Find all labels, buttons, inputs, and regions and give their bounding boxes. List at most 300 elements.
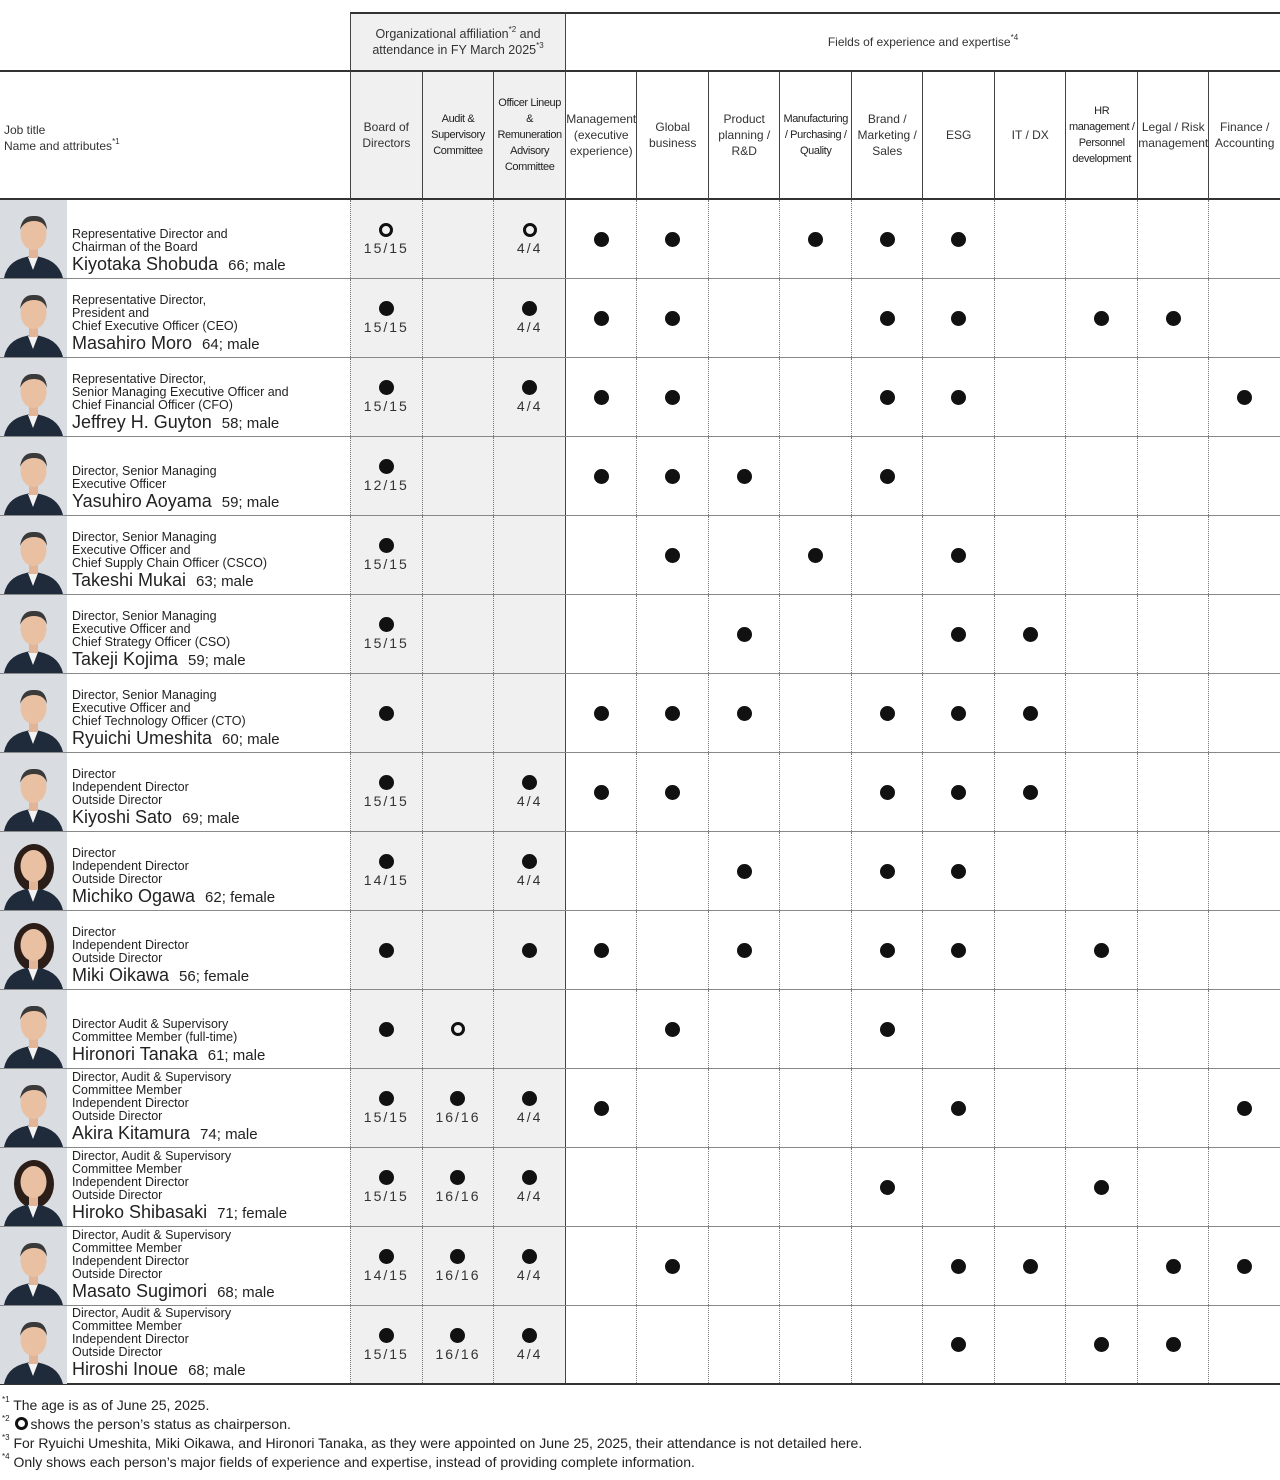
affiliation-cell-1 xyxy=(422,358,494,436)
field-mark xyxy=(709,437,780,515)
job-title-line: Director xyxy=(72,767,116,781)
field-mark xyxy=(852,674,923,752)
affiliation-cell-0 xyxy=(350,753,422,831)
field-cell-5 xyxy=(922,1306,994,1383)
header-name-column xyxy=(0,72,350,200)
header-col-field-1: Global business xyxy=(636,72,708,200)
board-skills-matrix xyxy=(0,12,1280,1385)
affiliation-mark xyxy=(494,1306,565,1383)
avatar-photo xyxy=(0,595,67,673)
expertise-dot-icon xyxy=(951,864,966,879)
affiliation-cell-1 xyxy=(422,437,494,515)
field-cell-3 xyxy=(779,1069,851,1147)
header-col-field-6: IT / DX xyxy=(994,72,1066,200)
name-cell xyxy=(0,1069,350,1147)
name-text xyxy=(67,516,267,594)
field-mark xyxy=(637,990,708,1068)
member-dot-icon xyxy=(450,1328,465,1343)
field-cell-6 xyxy=(994,1148,1066,1226)
field-mark xyxy=(637,674,708,752)
header-col-affiliation-1: Audit & Supervisory Committee xyxy=(422,72,494,200)
member-dot-icon xyxy=(379,459,394,474)
field-cell-7 xyxy=(1065,753,1137,831)
chairperson-circle-icon xyxy=(451,1022,465,1036)
table-row xyxy=(0,358,1280,437)
field-cell-4 xyxy=(851,1148,923,1226)
field-mark xyxy=(923,200,994,278)
field-cell-1 xyxy=(636,911,708,989)
affiliation-mark xyxy=(351,1227,422,1305)
affiliation-cell-1 xyxy=(422,753,494,831)
job-title-line: Independent Director xyxy=(72,1254,189,1268)
person-name xyxy=(72,491,279,513)
job-title-line: Outside Director xyxy=(72,1267,163,1281)
name: Michiko Ogawa xyxy=(72,886,196,906)
attributes: 69; male xyxy=(182,810,240,827)
job-title-line: Director Audit & Supervisory xyxy=(72,1017,229,1031)
affiliation-cell-0 xyxy=(350,595,422,673)
job-title-line: Committee Member xyxy=(72,1162,182,1176)
member-dot-icon xyxy=(379,301,394,316)
field-cell-1 xyxy=(636,990,708,1068)
field-cell-6 xyxy=(994,516,1066,594)
field-mark xyxy=(1138,1227,1209,1305)
attendance: 15/15 xyxy=(363,635,409,651)
expertise-dot-icon xyxy=(1237,390,1252,405)
field-cell-4 xyxy=(851,1227,923,1305)
field-mark xyxy=(566,911,637,989)
field-cell-6 xyxy=(994,990,1066,1068)
field-cell-7 xyxy=(1065,516,1137,594)
avatar-photo xyxy=(0,674,67,752)
job-title-line: Chief Supply Chain Officer (CSCO) xyxy=(72,556,267,570)
group-fields-text: Fields of experience and expertise xyxy=(827,35,1011,49)
field-mark xyxy=(852,1148,923,1226)
field-mark xyxy=(852,437,923,515)
affiliation-cell-1 xyxy=(422,674,494,752)
field-mark xyxy=(1209,1069,1280,1147)
attendance: 4/4 xyxy=(516,319,543,335)
affiliation-mark xyxy=(351,200,422,278)
job-title-line: Outside Director xyxy=(72,1345,163,1359)
chairperson-circle-icon xyxy=(379,223,393,237)
field-cell-6 xyxy=(994,1069,1066,1147)
field-cell-2 xyxy=(708,437,780,515)
field-cell-5 xyxy=(922,595,994,673)
field-cell-4 xyxy=(851,911,923,989)
affiliation-cell-2 xyxy=(493,1069,565,1147)
attendance: 4/4 xyxy=(516,1267,543,1283)
attributes: 59; male xyxy=(221,494,280,511)
field-mark xyxy=(566,279,637,357)
field-cell-9 xyxy=(1208,1069,1280,1147)
field-mark xyxy=(1209,358,1280,436)
attendance: 15/15 xyxy=(363,1345,409,1362)
job-title-line: Director, Senior Managing xyxy=(72,688,217,702)
field-cell-0 xyxy=(565,279,637,357)
field-cell-2 xyxy=(708,1069,780,1147)
field-cell-9 xyxy=(1208,990,1280,1068)
expertise-dot-icon xyxy=(880,1022,895,1037)
avatar-photo xyxy=(0,832,67,910)
name-cell xyxy=(0,911,350,989)
field-cell-6 xyxy=(994,279,1066,357)
affiliation-cell-0 xyxy=(350,437,422,515)
name-cell xyxy=(0,358,350,436)
job-title-line: Outside Director xyxy=(72,951,163,965)
avatar-photo xyxy=(0,1148,67,1226)
field-cell-9 xyxy=(1208,674,1280,752)
attendance: 15/15 xyxy=(363,1188,409,1204)
field-cell-0 xyxy=(565,595,637,673)
field-mark xyxy=(1209,1227,1280,1305)
field-mark xyxy=(852,279,923,357)
avatar-photo xyxy=(0,358,67,436)
field-cell-1 xyxy=(636,753,708,831)
field-mark xyxy=(852,358,923,436)
field-cell-3 xyxy=(779,437,851,515)
field-cell-0 xyxy=(565,911,637,989)
job-title-line: Director xyxy=(72,925,116,939)
name-text xyxy=(67,1227,275,1305)
field-mark xyxy=(852,990,923,1068)
attendance: 15/15 xyxy=(363,793,409,809)
expertise-dot-icon xyxy=(951,943,966,958)
field-cell-7 xyxy=(1065,437,1137,515)
expertise-dot-icon xyxy=(951,390,966,405)
field-mark xyxy=(923,1227,994,1305)
affiliation-mark xyxy=(351,753,422,831)
field-mark xyxy=(780,516,851,594)
field-mark xyxy=(709,595,780,673)
member-dot-icon xyxy=(522,1328,537,1343)
field-cell-2 xyxy=(708,358,780,436)
job-title-line: Independent Director xyxy=(72,1175,189,1189)
member-dot-icon xyxy=(379,1328,394,1343)
avatar-photo xyxy=(0,990,67,1068)
footnote-mark: *4 xyxy=(2,1452,10,1461)
name-text xyxy=(67,279,260,357)
field-cell-7 xyxy=(1065,911,1137,989)
attendance: 4/4 xyxy=(516,1188,543,1204)
field-mark xyxy=(566,674,637,752)
expertise-dot-icon xyxy=(808,548,823,563)
affiliation-cell-2 xyxy=(493,516,565,594)
field-cell-6 xyxy=(994,437,1066,515)
expertise-dot-icon xyxy=(594,390,609,405)
job-title-line: Independent Director xyxy=(72,859,189,873)
name-cell xyxy=(0,516,350,594)
field-mark xyxy=(923,1069,994,1147)
person-name xyxy=(72,886,275,908)
field-cell-3 xyxy=(779,358,851,436)
expertise-dot-icon xyxy=(1237,1259,1252,1274)
field-cell-5 xyxy=(922,437,994,515)
expertise-dot-icon xyxy=(1094,943,1109,958)
field-mark xyxy=(709,674,780,752)
name-cell xyxy=(0,1227,350,1305)
field-cell-4 xyxy=(851,832,923,910)
affiliation-mark xyxy=(494,358,565,436)
affiliation-cell-2 xyxy=(493,595,565,673)
job-title-line: Director, Senior Managing xyxy=(72,530,217,544)
person-name xyxy=(72,1359,246,1381)
name-text xyxy=(67,1306,246,1383)
member-dot-icon xyxy=(379,775,394,790)
attributes: 64; male xyxy=(202,336,260,353)
job-title-line: Director, Audit & Supervisory xyxy=(72,1228,232,1242)
field-mark xyxy=(637,358,708,436)
affiliation-cell-1 xyxy=(422,1148,494,1226)
field-cell-3 xyxy=(779,1306,851,1383)
field-mark xyxy=(923,674,994,752)
avatar-photo xyxy=(0,279,67,357)
field-cell-2 xyxy=(708,516,780,594)
avatar-photo xyxy=(0,200,67,278)
header-col-field-7: HR management / Personnel development xyxy=(1065,72,1137,200)
affiliation-mark xyxy=(494,200,565,278)
field-cell-2 xyxy=(708,753,780,831)
field-cell-3 xyxy=(779,200,851,278)
job-title-line: Director, Audit & Supervisory xyxy=(72,1306,232,1320)
job-title-line: Independent Director xyxy=(72,780,189,794)
field-cell-4 xyxy=(851,200,923,278)
job-title-line: Committee Member xyxy=(72,1241,182,1255)
header-col-field-9: Finance / Accounting xyxy=(1208,72,1280,200)
field-cell-0 xyxy=(565,832,637,910)
field-cell-8 xyxy=(1137,674,1209,752)
field-mark xyxy=(637,437,708,515)
member-dot-icon xyxy=(450,1091,465,1106)
affiliation-mark xyxy=(494,279,565,357)
field-cell-6 xyxy=(994,1306,1066,1383)
field-mark xyxy=(852,911,923,989)
attributes: 61; male xyxy=(207,1047,266,1064)
attributes: 63; male xyxy=(196,573,254,590)
affiliation-cell-2 xyxy=(493,358,565,436)
field-cell-9 xyxy=(1208,911,1280,989)
affiliation-mark xyxy=(351,1148,422,1226)
name-text xyxy=(67,358,289,436)
expertise-dot-icon xyxy=(665,311,680,326)
expertise-dot-icon xyxy=(1166,1259,1181,1274)
person-name xyxy=(72,1123,258,1145)
header-col-affiliation-0: Board of Directors xyxy=(350,72,422,200)
header-corner xyxy=(0,12,350,72)
field-cell-9 xyxy=(1208,516,1280,594)
name: Hiroko Shibasaki xyxy=(72,1202,208,1222)
field-cell-3 xyxy=(779,674,851,752)
person-name xyxy=(72,1202,287,1224)
person-name xyxy=(72,649,246,671)
attendance: 15/15 xyxy=(363,556,409,572)
name-cell xyxy=(0,279,350,357)
field-cell-1 xyxy=(636,1069,708,1147)
affiliation-mark xyxy=(423,1306,494,1383)
field-cell-5 xyxy=(922,1069,994,1147)
expertise-dot-icon xyxy=(880,1180,895,1195)
attendance: 14/15 xyxy=(363,872,409,888)
field-cell-6 xyxy=(994,1227,1066,1305)
field-mark xyxy=(637,753,708,831)
footnote-ref: *1 xyxy=(112,137,120,146)
field-cell-7 xyxy=(1065,990,1137,1068)
affiliation-cell-2 xyxy=(493,674,565,752)
expertise-dot-icon xyxy=(594,1101,609,1116)
header-group-row xyxy=(0,12,1280,72)
field-mark xyxy=(566,200,637,278)
group-affiliation-and: and xyxy=(516,27,541,41)
field-cell-9 xyxy=(1208,1227,1280,1305)
person-name xyxy=(72,333,260,355)
field-cell-6 xyxy=(994,753,1066,831)
affiliation-cell-0 xyxy=(350,516,422,594)
field-cell-5 xyxy=(922,832,994,910)
attendance: 16/16 xyxy=(435,1109,481,1125)
affiliation-cell-0 xyxy=(350,1227,422,1305)
field-cell-1 xyxy=(636,516,708,594)
affiliation-mark xyxy=(494,1227,565,1305)
job-title-line: Representative Director, xyxy=(72,372,207,386)
affiliation-cell-2 xyxy=(493,200,565,278)
field-cell-6 xyxy=(994,911,1066,989)
job-title-line: Representative Director, xyxy=(72,293,207,307)
affiliation-mark xyxy=(423,1148,494,1226)
field-mark xyxy=(995,595,1066,673)
expertise-dot-icon xyxy=(951,1337,966,1352)
job-title-line: Executive Officer and xyxy=(72,701,191,715)
field-cell-1 xyxy=(636,437,708,515)
field-mark xyxy=(995,674,1066,752)
member-dot-icon xyxy=(379,854,394,869)
avatar-photo xyxy=(0,1069,67,1147)
attributes: 68; male xyxy=(188,1362,246,1379)
job-title-line: Chief Executive Officer (CEO) xyxy=(72,319,238,333)
footnote-text: For Ryuichi Umeshita, Miki Oikawa, and Hironori Tanaka, as they were appointed on June 25, 2025, their attendance is not detailed here. xyxy=(9,1435,863,1451)
expertise-dot-icon xyxy=(594,469,609,484)
field-cell-4 xyxy=(851,753,923,831)
affiliation-cell-1 xyxy=(422,279,494,357)
affiliation-cell-2 xyxy=(493,1227,565,1305)
affiliation-mark xyxy=(351,595,422,673)
attendance: 15/15 xyxy=(363,319,409,335)
field-cell-1 xyxy=(636,200,708,278)
affiliation-cell-1 xyxy=(422,1069,494,1147)
job-title-line: Independent Director xyxy=(72,1332,189,1346)
header-columns-row xyxy=(0,72,1280,200)
job-title-line: Outside Director xyxy=(72,872,163,886)
expertise-dot-icon xyxy=(951,1101,966,1116)
attributes: 56; female xyxy=(179,968,250,985)
affiliation-mark xyxy=(351,1306,422,1383)
field-cell-3 xyxy=(779,990,851,1068)
field-cell-1 xyxy=(636,595,708,673)
member-dot-icon xyxy=(522,301,537,316)
footnote-2 xyxy=(2,1415,862,1434)
affiliation-cell-1 xyxy=(422,200,494,278)
field-cell-4 xyxy=(851,279,923,357)
field-cell-1 xyxy=(636,358,708,436)
job-title-label: Job title xyxy=(4,123,46,137)
field-cell-9 xyxy=(1208,437,1280,515)
affiliation-mark xyxy=(351,437,422,515)
expertise-dot-icon xyxy=(737,627,752,642)
expertise-dot-icon xyxy=(594,232,609,247)
expertise-dot-icon xyxy=(665,1022,680,1037)
affiliation-cell-1 xyxy=(422,911,494,989)
attendance: 4/4 xyxy=(516,1345,543,1362)
expertise-dot-icon xyxy=(880,943,895,958)
footnote-ref: *3 xyxy=(536,41,544,50)
member-dot-icon xyxy=(522,1091,537,1106)
job-title-line: Director, Audit & Supervisory xyxy=(72,1149,232,1163)
field-cell-1 xyxy=(636,832,708,910)
expertise-dot-icon xyxy=(951,627,966,642)
person-name xyxy=(72,965,249,987)
field-cell-8 xyxy=(1137,832,1209,910)
member-dot-icon xyxy=(522,380,537,395)
field-cell-5 xyxy=(922,358,994,436)
job-title-line: Independent Director xyxy=(72,938,189,952)
affiliation-cell-2 xyxy=(493,279,565,357)
field-cell-2 xyxy=(708,1227,780,1305)
affiliation-mark xyxy=(351,990,422,1068)
field-cell-9 xyxy=(1208,753,1280,831)
field-cell-0 xyxy=(565,1227,637,1305)
attendance: 16/16 xyxy=(435,1267,481,1283)
field-cell-8 xyxy=(1137,279,1209,357)
expertise-dot-icon xyxy=(1237,1101,1252,1116)
expertise-dot-icon xyxy=(737,469,752,484)
name-text xyxy=(67,595,246,673)
job-title-line: President and xyxy=(72,306,150,320)
field-cell-5 xyxy=(922,990,994,1068)
field-cell-3 xyxy=(779,832,851,910)
expertise-dot-icon xyxy=(880,706,895,721)
job-title-line: Chief Strategy Officer (CSO) xyxy=(72,635,231,649)
expertise-dot-icon xyxy=(594,311,609,326)
footnote-ref: *4 xyxy=(1010,33,1019,42)
name: Hironori Tanaka xyxy=(72,1044,198,1064)
job-title-line: Chief Financial Officer (CFO) xyxy=(72,398,233,412)
affiliation-cell-0 xyxy=(350,990,422,1068)
name-text xyxy=(67,832,275,910)
attendance: 15/15 xyxy=(363,239,409,256)
job-title-line: Outside Director xyxy=(72,1109,163,1123)
attendance: 14/15 xyxy=(363,1267,409,1283)
field-cell-7 xyxy=(1065,1227,1137,1305)
field-mark xyxy=(995,753,1066,831)
job-title-line: Outside Director xyxy=(72,793,163,807)
header-group-affiliation xyxy=(350,12,565,72)
table-row xyxy=(0,1227,1280,1306)
field-cell-0 xyxy=(565,990,637,1068)
field-mark xyxy=(566,437,637,515)
field-cell-8 xyxy=(1137,1148,1209,1226)
table-row xyxy=(0,516,1280,595)
field-cell-4 xyxy=(851,674,923,752)
field-cell-3 xyxy=(779,1148,851,1226)
expertise-dot-icon xyxy=(594,785,609,800)
affiliation-cell-1 xyxy=(422,1306,494,1383)
footnote-mark: *1 xyxy=(2,1395,10,1404)
member-dot-icon xyxy=(522,775,537,790)
header-col-field-3: Manufacturing / Purchasing / Quality xyxy=(779,72,851,200)
name: Miki Oikawa xyxy=(72,965,170,985)
affiliation-cell-2 xyxy=(493,1148,565,1226)
name-cell xyxy=(0,1148,350,1226)
member-dot-icon xyxy=(522,943,537,958)
